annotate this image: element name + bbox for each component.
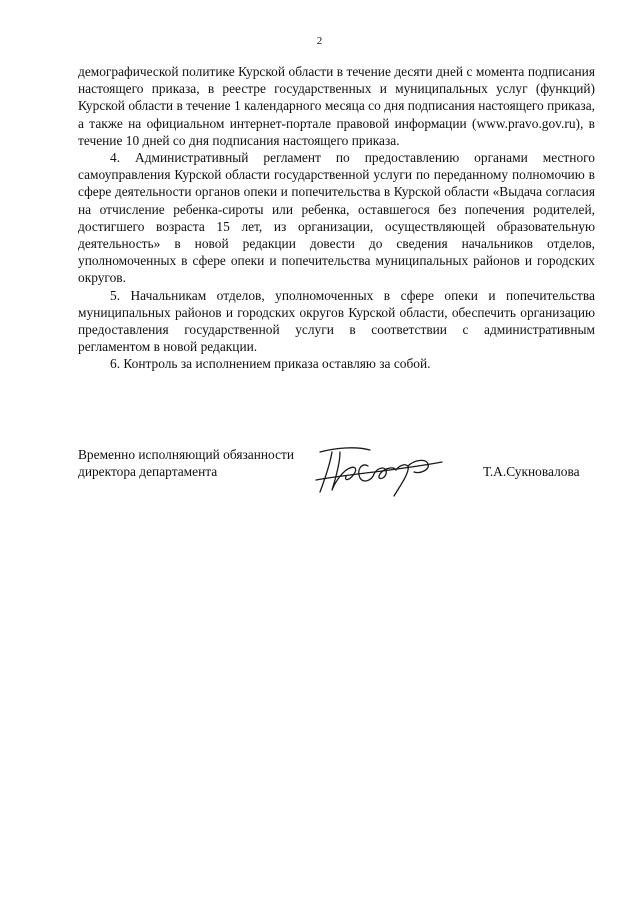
paragraph-item-5: 5. Начальникам отделов, уполномоченных в сфере опеки и попечительства муниципальных районов и городских округов Курской области, обеспечить организацию предоставления государственной услуги в соответствии с административным регламентом в новой редакции. bbox=[78, 287, 595, 355]
document-body bbox=[78, 63, 595, 373]
handwritten-signature bbox=[310, 440, 450, 502]
page-number: 2 bbox=[316, 35, 323, 47]
signer-title-line-2: директора департамента bbox=[78, 464, 218, 480]
paragraph-item-6: 6. Контроль за исполнением приказа оставляю за собой. bbox=[110, 356, 431, 372]
paragraph-continuation: демографической политике Курской области в течение десяти дней с момента подписания настоящего приказа, в реестре государственных и муниципальных услуг (функций) Курской области в течение 1 календарного месяца со дня подписания настоящего приказа, а также на официальном интернет-портале правовой информации (www.pravo.gov.ru), в течение 10 дней со дня подписания настоящего приказа. bbox=[78, 64, 595, 148]
paragraph-item-4: 4. Административный регламент по предоставлению органами местного самоуправления Курской области государственной услуги по переданному полномочию в сфере деятельности органов опеки и попечительства в Курской области «Выдача согласия на отчисление ребенка-сироты или ребенка, оставшегося без попечения родителей, достигшего возраста 15 лет, из организации, осуществляющей образовательную деятельность» в новой редакции довести до сведения начальников отделов, уполномоченных в сфере опеки и попечительства муниципальных районов и городских округов. bbox=[78, 150, 595, 286]
signer-name: Т.А.Сукновалова bbox=[483, 464, 580, 479]
signer-title-line-1: Временно исполняющий обязанности bbox=[78, 447, 295, 462]
